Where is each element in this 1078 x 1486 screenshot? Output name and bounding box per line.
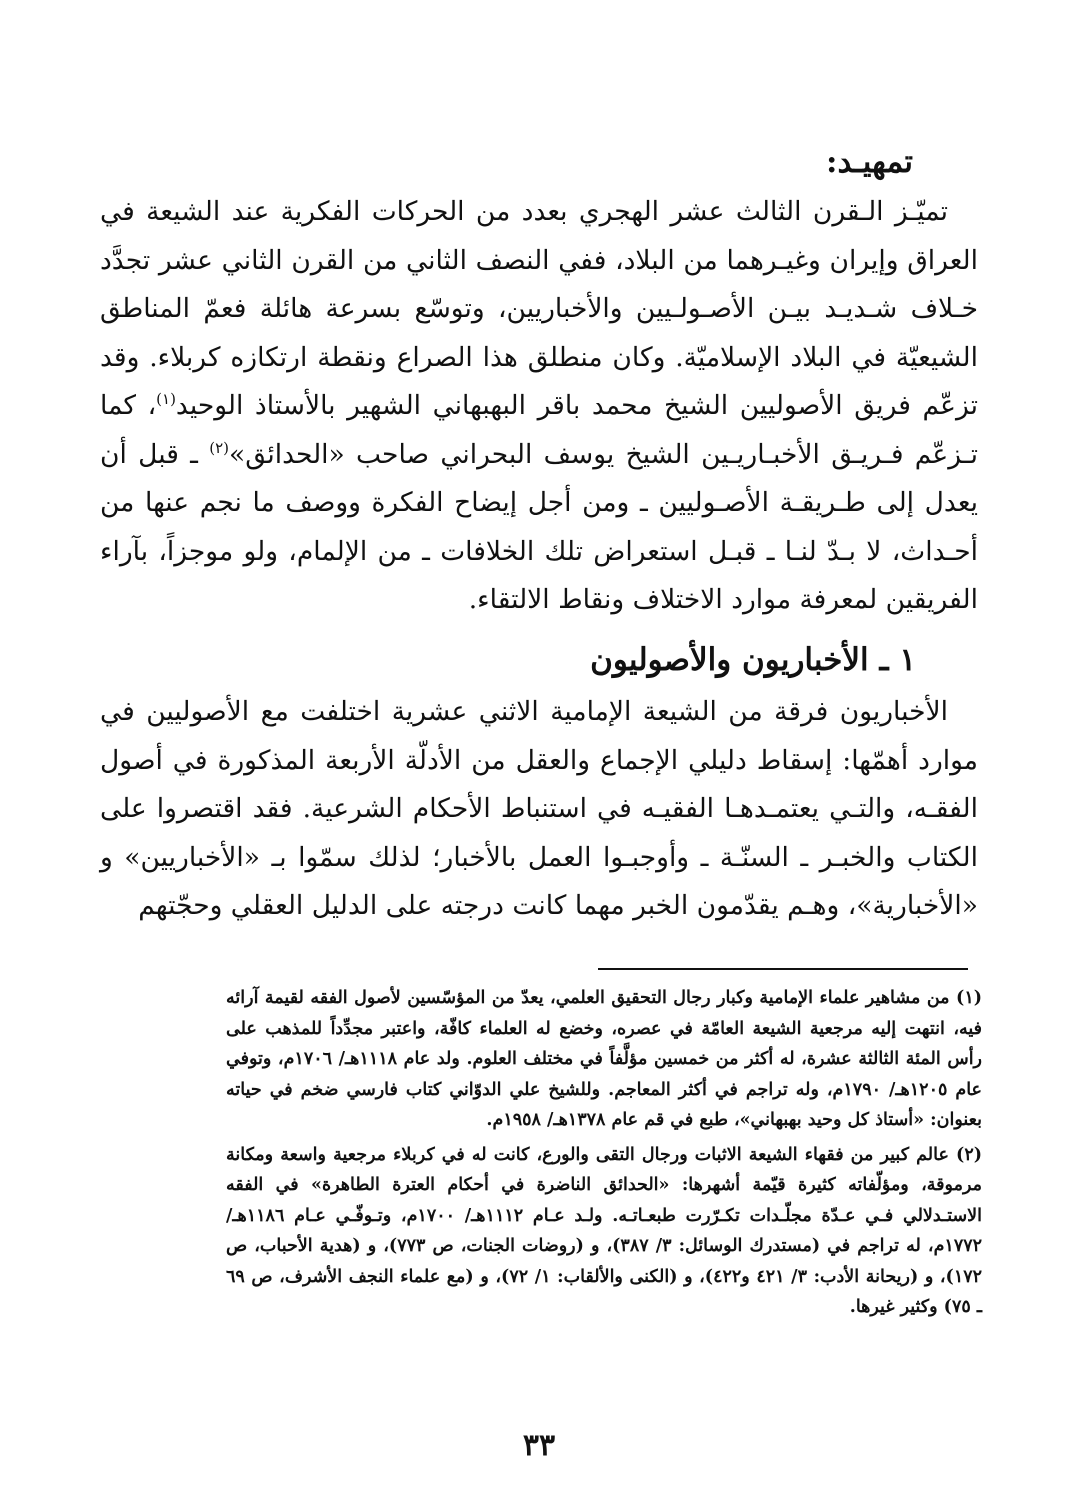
section-heading: ١ ـ الأخباريون والأصوليون [590,642,916,678]
intro-text-mid: ، كما تـزعّم فـريـق الأخبـاريـين الشيخ يوسف البحراني صاحب «الحدائق» [100,390,979,470]
footnote-separator [598,968,968,970]
section-paragraph [100,688,978,931]
intro-text-start: تميّـز الـقرن الثالث عشر الهجري بعدد من الحركات الفكرية عند الشيعة في العراق وإيران وغيـرهما من البلاد، ففي النصف الثاني من القرن الثاني عشر تجدَّد خـلاف شـديـد بيـن الأصـولـيين والأخباريين، وتوسّع بسرعة هائلة فعمّ المناطق الشيعيّة في البلاد الإسلاميّة. وكان منطلق هذا الصراع ونقطة ارتكازه كربلاء. وقد تزعّم فريق الأصوليين الشيخ محمد باقر البهبهاني الشهير بالأستاذ الوحيد [100,196,978,421]
footnote-ref-2[interactable]: (٢) [209,438,230,457]
footnote-ref-1[interactable]: (١) [156,390,176,409]
page-number: ٣٣ [522,1428,556,1463]
intro-heading: تمهيـد: [826,144,913,180]
section-text: الأخباريون فرقة من الشيعة الإمامية الاثني عشرية اختلفت مع الأصوليين في موارد أهمّها: إسقاط دليلي الإجماع والعقل من الأدلّة الأربعة المذكورة في أصول الفقـه، والتـي يعتمـدهـا الفقيـه في استنباط الأحكام الشرعية. فقد اقتصروا على الكتاب والخبـر ـ السنّـة ـ وأوجبـوا العمل بالأخبار؛ لذلك سمّوا بـ «الأخباريين» و «الأخبارية»، وهـم يقدّمون الخبر مهما كانت درجته على الدليل العقلي وحجّتهم [100,696,978,921]
footnote-number: (١) [956,988,982,1008]
footnote-text: من مشاهير علماء الإمامية وكبار رجال التحقيق العلمي، يعدّ من المؤسّسين لأصول الفقه لقيمة آرائه فيه، انتهت إليه مرجعية الشيعة العامّة في عصره، وخضع له العلماء كافّة، واعتبر مجدِّداً للمذهب على رأس المئة الثالثة عشرة، له أكثر من خمسين مؤلَّفاً في مختلف العلوم. ولد عام ١١١٨هـ/ ١٧٠٦م، وتوفي عام ١٢٠٥هـ/ ١٧٩٠م، وله تراجم في أكثر المعاجم. وللشيخ علي الدوّاني كتاب فارسي ضخم في حياته بعنوان: «أستاذ كل وحيد بهبهاني»، طبع في قم عام ١٣٧٨هـ/ ١٩٥٨م. [226,988,983,1130]
intro-text-end: ـ قبل أن يعدل إلى طـريقـة الأصـوليين ـ ومن أجل إيضاح الفكرة ووصف ما نجم عنها من أحـداث، لا بـدّ لنـا ـ قبـل استعراض تلك الخلافات ـ من الإلمام، ولو موجزاً، بآراء الفريقين لمعرفة موارد الاختلاف ونقاط الالتقاء. [100,438,978,615]
footnote-text: عالم كبير من فقهاء الشيعة الاثبات ورجال التقى والورع، كانت له في كربلاء مرجعية واسعة ومكانة مرموقة، ومؤلّفاته كثيرة قيّمة أشهرها: «الحدائق الناضرة في أحكام العترة الطاهرة» في الفقه الاستـدلالي فـي عـدّة مجلّـدات تكـرّرت طبعـاتـه. ولـد عـام ١١١٢هـ/ ١٧٠٠م، وتـوفّـي عـام ١١٨٦هـ/ ١٧٧٢م، له تراجم في (مستدرك الوسائل: ٣/ ٣٨٧)، و (روضات الجنات، ص ٧٧٣)، و (هدية الأحباب، ص ١٧٢)، و (ريحانة الأدب: ٣/ ٤٢١ و٤٢٢)، و (الكنى والألقاب: ١/ ٧٢)، و (مع علماء النجف الأشرف، ص ٦٩ ـ ٧٥) وكثير غيرها. [226,1144,983,1317]
footnote-number: (٢) [956,1144,983,1165]
footnote-2 [226,1140,982,1323]
footnote-1 [226,983,982,1136]
footnotes [226,983,982,1327]
intro-paragraph [100,188,978,625]
